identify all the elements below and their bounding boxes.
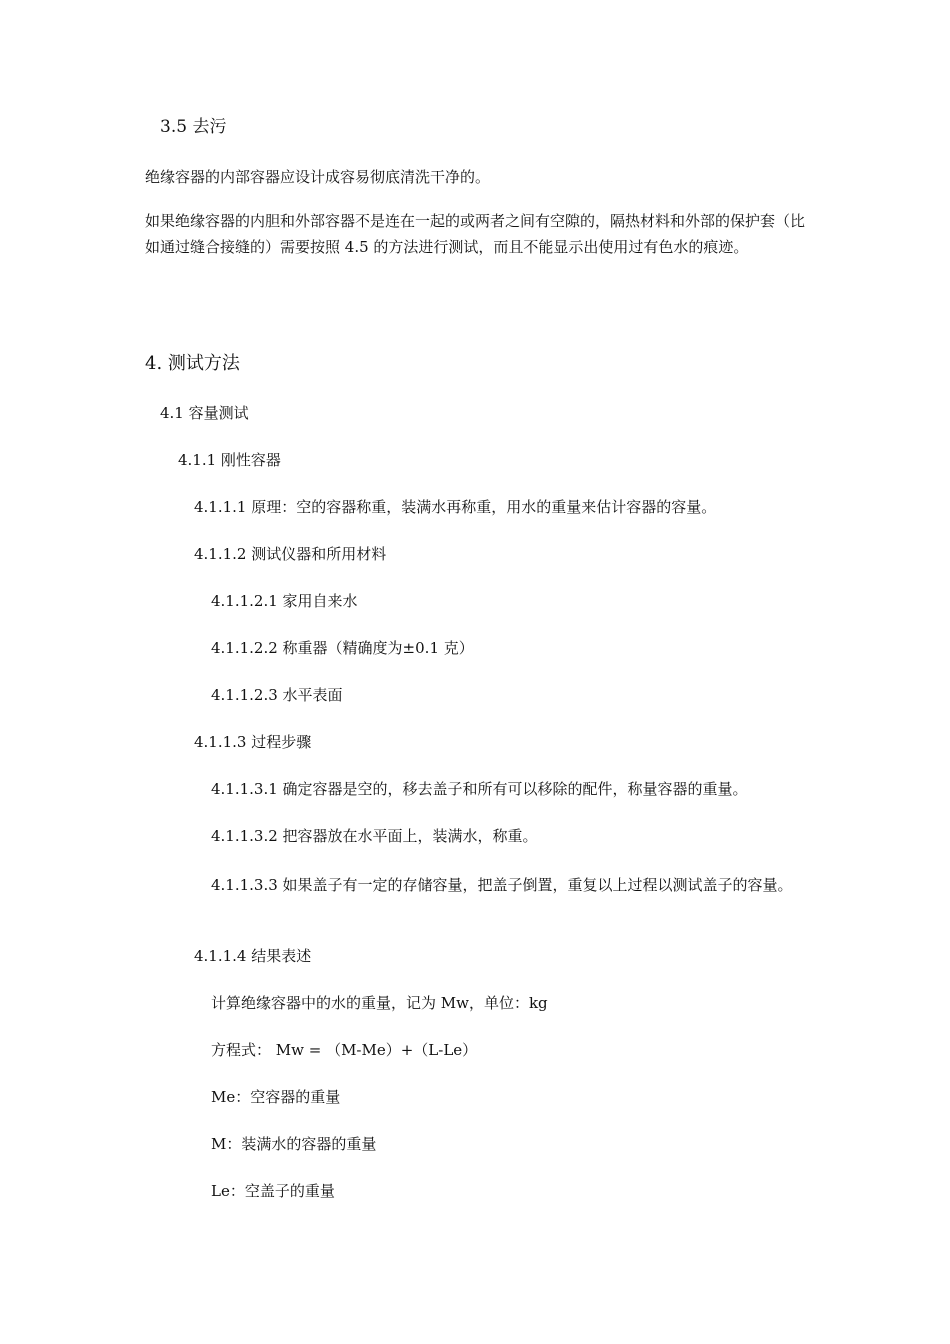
paragraph-decontamination-2: 如果绝缘容器的内胆和外部容器不是连在一起的或两者之间有空隙的，隔热材料和外部的保护套（比如通过缝合接缝的）需要按照 4.5 的方法进行测试，而且不能显示出使用过有色水的痕迹。 (145, 212, 806, 256)
clause-4-1-1-4: 4.1.1.4 结果表述 (194, 947, 312, 965)
paragraph-decontamination-1: 绝缘容器的内部容器应设计成容易彻底清洗干净的。 (145, 168, 491, 186)
clause-4-1-1-2-2: 4.1.1.2.2 称重器（精确度为±0.1 克） (211, 639, 474, 657)
section-heading-4-1-1: 4.1.1 刚性容器 (178, 451, 281, 469)
definition-le: Le：空盖子的重量 (211, 1182, 335, 1200)
calculation-text: 计算绝缘容器中的水的重量，记为 Mw，单位：kg (211, 994, 548, 1012)
clause-4-1-1-2-1: 4.1.1.2.1 家用自来水 (211, 592, 358, 610)
clause-4-1-1-3-3: 4.1.1.3.3 如果盖子有一定的存储容量，把盖子倒置，重复以上过程以测试盖子的容量。 (211, 876, 793, 894)
section-heading-4: 4. 测试方法 (145, 353, 240, 374)
clause-4-1-1-2-3: 4.1.1.2.3 水平表面 (211, 686, 343, 704)
clause-4-1-1-3-1: 4.1.1.3.1 确定容器是空的，移去盖子和所有可以移除的配件，称量容器的重量。 (211, 780, 748, 798)
clause-4-1-1-3-2: 4.1.1.3.2 把容器放在水平面上，装满水，称重。 (211, 827, 538, 845)
clause-4-1-1-2: 4.1.1.2 测试仪器和所用材料 (194, 545, 387, 563)
definition-m: M：装满水的容器的重量 (211, 1135, 377, 1153)
section-heading-3-5: 3.5 去污 (160, 117, 227, 137)
equation-text: 方程式： Mw = （M-Me）+（L-Le） (211, 1041, 478, 1059)
definition-me: Me：空容器的重量 (211, 1088, 341, 1106)
clause-4-1-1-3: 4.1.1.3 过程步骤 (194, 733, 312, 751)
section-heading-4-1: 4.1 容量测试 (160, 404, 249, 422)
clause-4-1-1-1: 4.1.1.1 原理：空的容器称重，装满水再称重，用水的重量来估计容器的容量。 (194, 498, 717, 516)
